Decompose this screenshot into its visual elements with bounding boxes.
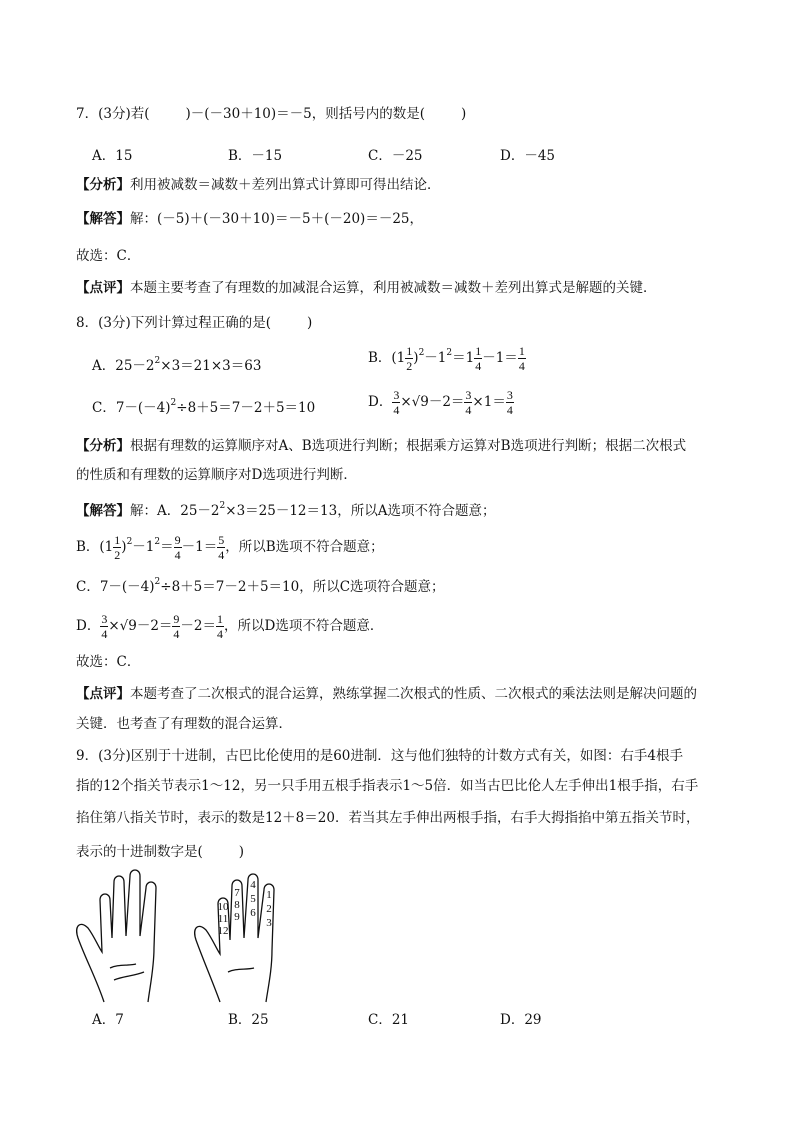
q8-analysis: 【分析】根据有理数的运算顺序对A、B选项进行判断；根据乘方运算对B选项进行判断；根据二次根式 xyxy=(76,438,687,454)
q7-option-d: D．－45 xyxy=(500,148,556,164)
q9-stem-line-3: 掐住第八指关节时，表示的数是12＋8＝20．若当其左手伸出两根手指，右手大拇指掐中第五指关节时， xyxy=(76,810,700,826)
q7-option-a: A．15 xyxy=(92,148,133,164)
q7-option-b: B．－15 xyxy=(228,148,283,164)
q7-option-c: C．－25 xyxy=(368,148,423,164)
q8-option-b: B．(1 $\frac{1}{2}$ )$^2-1^2=1$ $\frac{1}{4}$ －1＝ $\frac{1}{4}$ xyxy=(368,344,525,373)
svg-text:6: 6 xyxy=(250,907,256,919)
q9-stem-line-2: 指的12个指关节表示1～12，另一只手用五根手指表示1～5倍．如当古巴比伦人左手伸出1根手指，右手 xyxy=(76,778,699,794)
svg-text:4: 4 xyxy=(250,879,256,891)
q8-solution-b: B．(1 $\frac{1}{2}$ )$^2-1^2=$ $\frac{9}{4}$ －1＝ $\frac{5}{4}$ ，所以B选项不符合题意； xyxy=(76,533,384,562)
q8-solution-a: 【解答】解：A．$25-2^2\times 3=25-12=13$，所以A选项不符合题意； xyxy=(76,501,496,519)
q8-choice: 故选：C． xyxy=(76,654,141,670)
hands-illustration xyxy=(74,868,294,1008)
q9-option-b: B．25 xyxy=(228,1012,269,1028)
svg-text:1: 1 xyxy=(266,889,272,901)
svg-text:3: 3 xyxy=(266,917,272,929)
svg-text:5: 5 xyxy=(250,893,256,905)
left-hand-drawing xyxy=(77,870,156,1002)
svg-text:9: 9 xyxy=(234,911,240,923)
q7-stem: 7．(3分)若( )－(－30＋10)＝－5，则括号内的数是( ) xyxy=(76,106,467,122)
q9-option-c: C．21 xyxy=(368,1012,410,1028)
q8-comment-cont: 关键．也考查了有理数的混合运算． xyxy=(76,716,292,732)
q7-comment: 【点评】本题主要考查了有理数的加减混合运算，利用被减数＝减数＋差列出算式是解题的关键． xyxy=(76,280,657,296)
q7-analysis: 【分析】利用被减数＝减数＋差列出算式计算即可得出结论． xyxy=(76,177,441,193)
q8-option-c: C．$7-(-4)^2\div 8+5=7-2+5=10$ xyxy=(92,398,316,416)
svg-text:12: 12 xyxy=(217,925,229,937)
q8-stem: 8．(3分)下列计算过程正确的是( ) xyxy=(76,315,313,331)
svg-text:10: 10 xyxy=(217,901,229,913)
q8-solution-d: D． $\frac{3}{4}$ ×√9－2＝ $\frac{9}{4}$ －2＝ $\frac{1}{4}$ ，所以D选项不符合题意． xyxy=(76,612,384,641)
q8-comment: 【点评】本题考查了二次根式的混合运算，熟练掌握二次根式的性质、二次根式的乘法法则是解决问题的 xyxy=(76,686,697,702)
q9-option-a: A．7 xyxy=(92,1012,124,1028)
svg-text:7: 7 xyxy=(234,887,240,899)
q8-option-d: D． $\frac{3}{4}$ ×√9－2＝ $\frac{3}{4}$ ×1＝ $\frac{3}{4}$ xyxy=(368,388,513,417)
svg-text:2: 2 xyxy=(266,903,272,915)
svg-text:11: 11 xyxy=(217,913,229,925)
q8-option-a: A．$25-2^2\times 3=21\times 3=63$ xyxy=(92,356,262,374)
q9-stem-line-1: 9．(3分)区别于十进制，古巴比伦使用的是60进制．这与他们独特的计数方式有关，如图：右手4根手 xyxy=(76,748,683,764)
q8-solution-c: C．$7-(-4)^2\div 8+5=7-2+5=10$，所以C选项符合题意； xyxy=(76,577,445,595)
svg-text:8: 8 xyxy=(234,899,240,911)
q7-solution: 【解答】解：(－5)＋(－30＋10)＝－5＋(－20)＝－25， xyxy=(76,211,423,227)
q7-choice: 故选：C． xyxy=(76,248,141,264)
q9-option-d: D．29 xyxy=(500,1012,542,1028)
q8-analysis-cont: 的性质和有理数的运算顺序对D选项进行判断． xyxy=(76,467,357,483)
q9-stem-line-4: 表示的十进制数字是( ) xyxy=(76,844,245,860)
